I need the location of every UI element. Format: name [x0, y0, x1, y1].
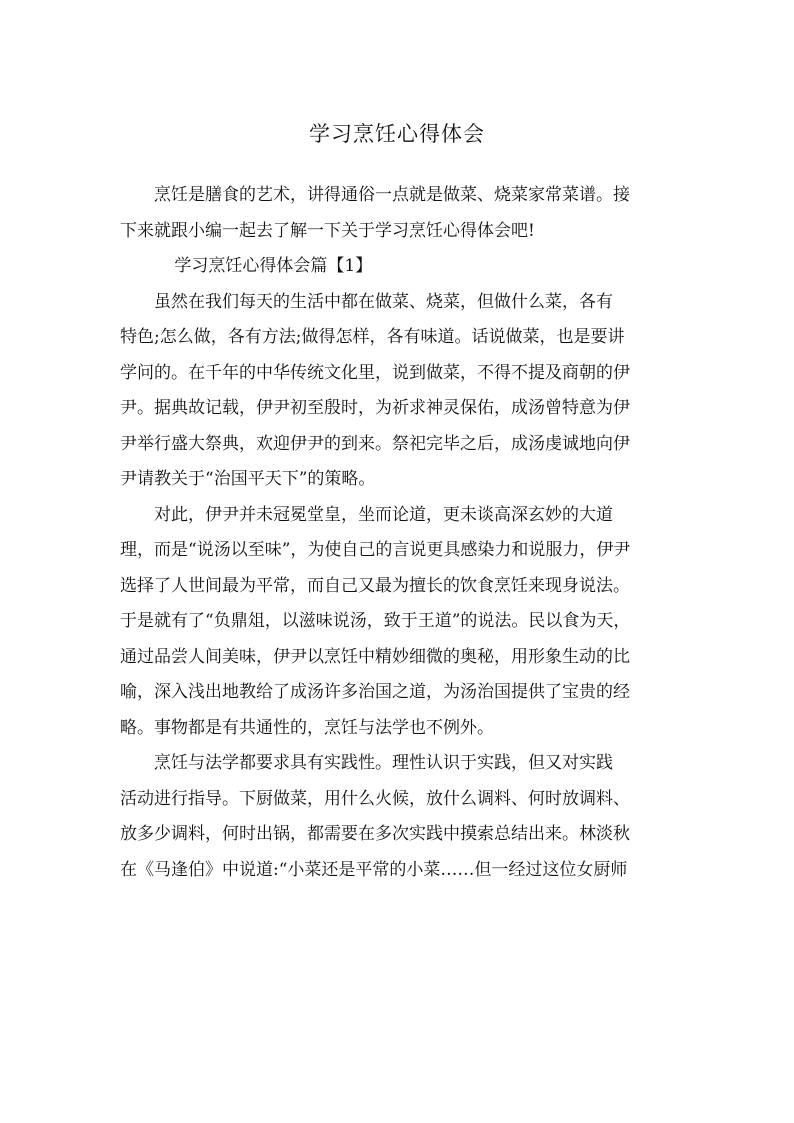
paragraph-line: 尹。据典故记载，伊尹初至殷时，为祈求神灵保佑，成汤曾特意为伊 — [120, 398, 630, 418]
paragraph-line: 于是就有了“负鼎俎，以滋味说汤，致于王道”的说法。民以食为天， — [120, 611, 631, 631]
paragraph-line: 尹举行盛大祭典，欢迎伊尹的到来。祭祀完毕之后，成汤虔诚地向伊 — [120, 433, 630, 454]
paragraph-line: 在《马逢伯》中说道:“小菜还是平常的小菜……但一经过这位女厨师 — [120, 859, 628, 880]
paragraph-line: 活动进行指导。下厨做菜，用什么火候，放什么调料、何时放调料、 — [120, 788, 630, 809]
paragraph-line: 特色;怎么做，各有方法;做得怎样，各有味道。话说做菜，也是要讲 — [120, 327, 625, 347]
paragraph-line: 尹请教关于“治国平天下”的策略。 — [120, 469, 376, 489]
document-body — [120, 178, 690, 888]
section-heading-text: 学习烹饪心得体会篇【1】 — [174, 256, 373, 276]
paragraph-line: 烹饪是膳食的艺术，讲得通俗一点就是做菜、烧菜家常菜谱。接 — [154, 185, 630, 205]
body-paragraph-3 — [120, 746, 690, 888]
paragraph-line: 放多少调料，何时出锅，都需要在多次实践中摸索总结出来。林淡秋 — [120, 824, 630, 844]
body-paragraph-2 — [120, 498, 690, 747]
section-heading — [120, 249, 690, 285]
paragraph-line: 对此，伊尹并未冠冕堂皇，坐而论道，更未谈高深玄妙的大道 — [154, 504, 613, 525]
paragraph-line: 通过品尝人间美味，伊尹以烹饪中精妙细微的奥秘，用形象生动的比 — [120, 646, 630, 667]
paragraph-line: 下来就跟小编一起去了解一下关于学习烹饪心得体会吧! — [120, 220, 535, 241]
paragraph-line: 喻，深入浅出地教给了成汤许多治国之道，为汤治国提供了宝贵的经 — [120, 682, 630, 702]
body-paragraph-1 — [120, 285, 690, 498]
paragraph-line: 虽然在我们每天的生活中都在做菜、烧菜，但做什么菜，各有 — [154, 291, 613, 312]
intro-paragraph — [120, 178, 690, 249]
paragraph-line: 略。事物都是有共通性的，烹饪与法学也不例外。 — [120, 717, 494, 738]
paragraph-line: 学问的。在千年的中华传统文化里，说到做菜，不得不提及商朝的伊 — [120, 362, 630, 383]
paragraph-line: 选择了人世间最为平常，而自己又最为擅长的饮食烹饪来现身说法。 — [120, 575, 630, 596]
document-title: 学习烹饪心得体会 — [309, 122, 485, 146]
paragraph-line: 烹饪与法学都要求具有实践性。理性认识于实践，但又对实践 — [154, 753, 613, 773]
paragraph-line: 理，而是“说汤以至味”，为使自己的言说更具感染力和说服力，伊尹 — [120, 540, 631, 560]
